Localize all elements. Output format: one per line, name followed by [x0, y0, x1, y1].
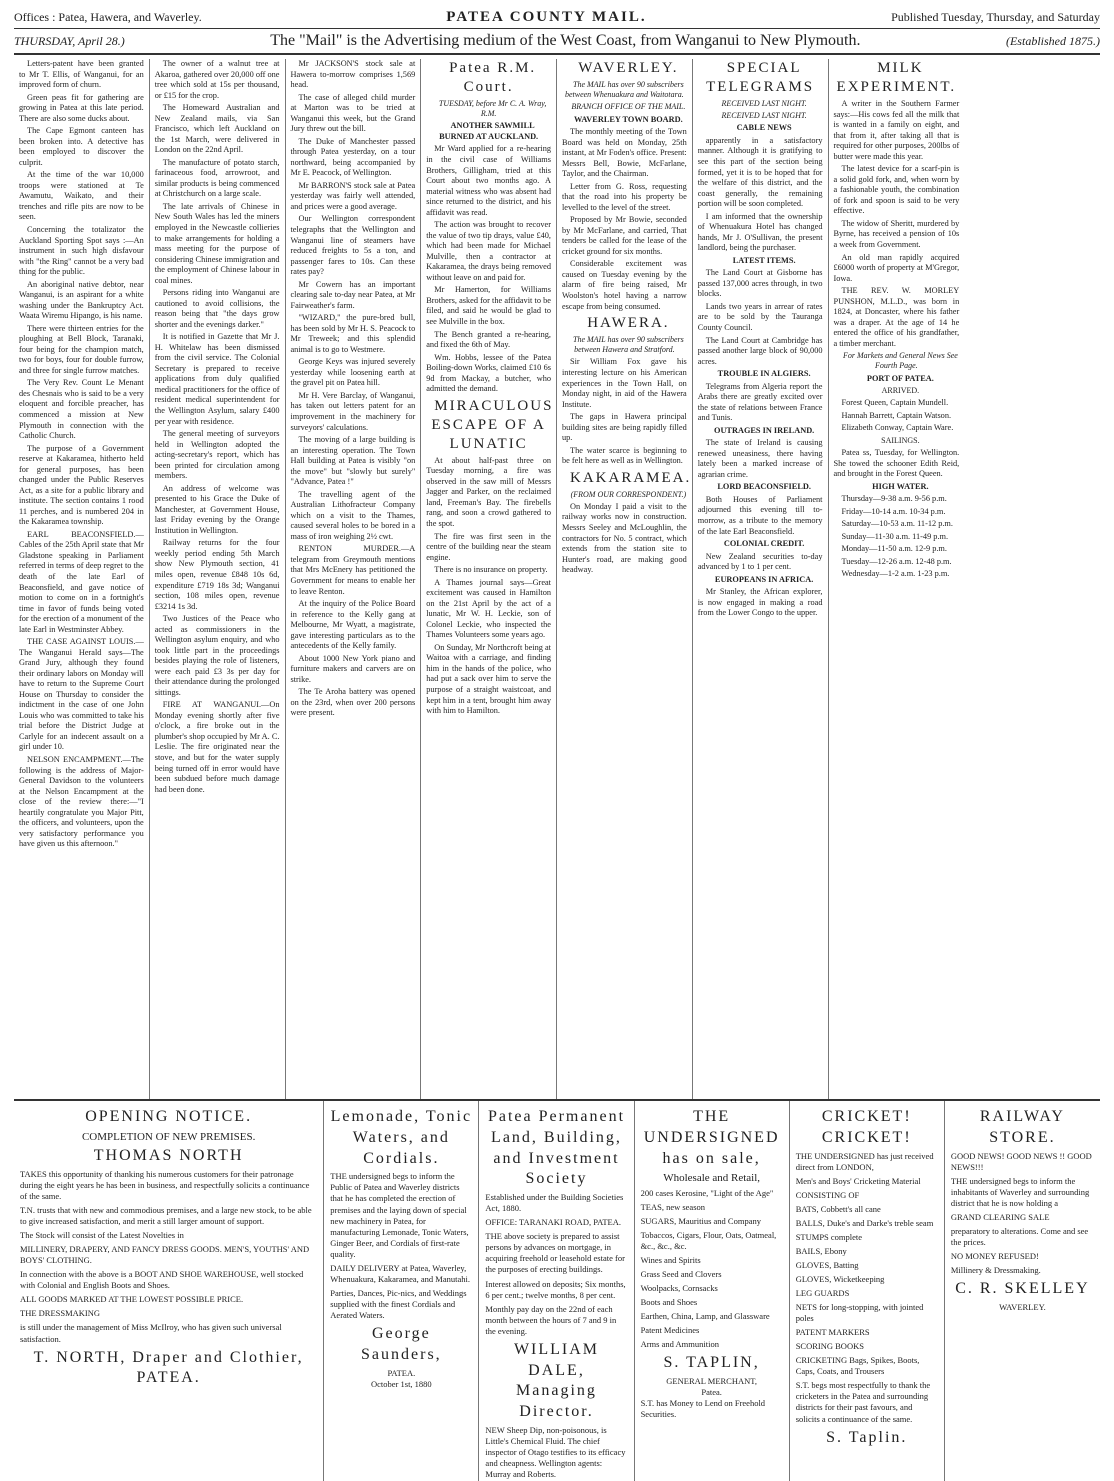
- advertisement-6: [945, 1101, 1100, 1481]
- article-paragraph: The Very Rev. Count Le Menant des Chesnais who is said to be a very eloquent and forcible preacher, has commenced a mission at New Plymouth in connection with the Catholic Church.: [19, 378, 144, 441]
- ad-text: Tobaccos, Cigars, Flour, Oats, Oatmeal, &c., &c., &c.: [640, 1229, 777, 1251]
- ad-place: WAVERLEY.: [999, 1301, 1046, 1312]
- section-heading: SPECIAL TELEGRAMS: [706, 60, 815, 96]
- article-paragraph: Wm. Hobbs, lessee of the Patea Boiling-down Works, claimed £10 6s 9d from Mackay, a butcher, who admitted the demand.: [426, 352, 551, 394]
- article-paragraph: Mr Hamerton, for Williams Brothers, asked for the affidavit to be filed, and said he would be glad to see Mulville in the box.: [426, 285, 551, 326]
- ad-text: PATENT MARKERS: [795, 1327, 870, 1338]
- ad-signature: George Saunders,: [361, 1325, 442, 1363]
- ad-signature: WILLIAM DALE, Managing Director.: [513, 1340, 600, 1421]
- advertisement-1: [14, 1101, 324, 1481]
- section-heading: LORD BEACONSFIELD.: [717, 482, 811, 492]
- section-heading: KAKARAMEA.: [570, 469, 692, 486]
- ad-text: Arms and Ammunition: [640, 1339, 719, 1350]
- article-paragraph: The Te Aroha battery was opened on the 23rd, when over 200 persons were present.: [290, 687, 416, 718]
- article-paragraph: The moving of a large building is an interesting operation. The Town Hall building at Patea is visibly "on the move" but "slowly but surely" "Advance, Patea !": [290, 435, 416, 487]
- section-subheading: TUESDAY, before Mr C. A. Wray, R.M.: [438, 99, 547, 119]
- section-subheading: Patea ss, Tuesday, for Wellington. She towed the schooner Edith Reid, and brought in the Forest Queen.: [833, 448, 960, 479]
- established: (Established 1875.): [1005, 33, 1100, 48]
- ad-text: BATS, Cobbett's all cane: [795, 1203, 881, 1214]
- article-paragraph: The widow of Sheritt, murdered by Byrne, has received a pension of 10s a week from Government.: [833, 218, 960, 249]
- article-paragraph: Sir William Fox gave his interesting lecture on his American experiences in the Town Hall, on Monday night, in aid of the Hawera Institute.: [562, 357, 687, 409]
- ad-text: Millinery & Dressmaking.: [950, 1265, 1041, 1276]
- column-4: [421, 59, 557, 1099]
- ad-text: TAKES this opportunity of thanking his numerous customers for their patronage during the eight years he has been in business, and respectfully solicits a continuance of the same.: [20, 1168, 310, 1201]
- ad-text: GLOVES, Wicketkeeping: [795, 1274, 885, 1285]
- ad-text: CONSISTING OF: [795, 1189, 860, 1200]
- ad-text: Interest allowed on deposits; Six months, 6 per cent.; twelve months, 8 per cent.: [485, 1278, 626, 1300]
- ad-text: THE UNDERSIGNED has just received direct from LONDON,: [795, 1150, 934, 1172]
- ad-text: NO MONEY REFUSED!: [950, 1250, 1039, 1261]
- ad-text: Established under the Building Societies Act, 1880.: [485, 1192, 624, 1214]
- ad-text: GRAND CLEARING SALE: [950, 1211, 1050, 1222]
- article-paragraph: apparently in a satisfactory manner. Although it is gratifying to see this part of the section being formed, yet it is to be hoped that for the welfare of this district, and the coast generally, the remaining portion will be soon completed.: [697, 135, 823, 209]
- section-heading: LATEST ITEMS.: [732, 255, 796, 265]
- ad-text: NEW Sheep Dip, non-poisonous, is Little's Chemical Fluid. The chief inspector of Otago testifies to its efficacy and cheapness. Wellington agents: Murray and Roberts.: [485, 1424, 626, 1480]
- ad-text: THE undersigned begs to inform the Public of Patea and Waverley districts that he has completed the erection of premises and the laying down of special new machinery in Patea, for manufacturing Lemonade, Tonic Waters, Ginger Beer, and Cordials of first-rate quality.: [330, 1171, 469, 1259]
- column-7: [829, 59, 965, 1099]
- section-subheading: BRANCH OFFICE OF THE MAIL.: [571, 102, 686, 112]
- article-paragraph: Letter from G. Ross, requesting that the road into his property be levelled to the level of the street.: [562, 181, 687, 212]
- ad-text: Woolpacks, Cornsacks: [640, 1283, 718, 1294]
- ad-text: BAILS, Ebony: [795, 1245, 847, 1256]
- ad-text: STUMPS complete: [795, 1231, 863, 1242]
- article-paragraph: A writer in the Southern Farmer says:—His cows fed all the milk that is wanted in a family on eight, and that from it, after taking all that is required for other purposes, 200lbs of butter were made this year.: [833, 99, 960, 161]
- article-paragraph: Our Wellington correspondent telegraphs that the Wellington and Wanganui line of steamers have reduced freights to 5s a ton, and passenger fares to 10s. Can these rates pay?: [290, 214, 416, 277]
- article-paragraph: Elizabeth Conway, Captain Ware.: [841, 423, 954, 433]
- tide-line: Tuesday—12-26 a.m. 12-48 p.m.: [841, 556, 952, 566]
- section-subheading: For Markets and General News See Fourth Page.: [842, 351, 958, 371]
- section-heading: HIGH WATER.: [872, 481, 929, 491]
- article-paragraph: An old man rapidly acquired £6000 worth of property at M'Gregor, Iowa.: [833, 252, 960, 283]
- newspaper-page: [14, 6, 1100, 1480]
- ad-text: SCORING BOOKS: [795, 1341, 864, 1352]
- ad-name: THOMAS NORTH: [93, 1147, 244, 1165]
- article-paragraph: At the inquiry of the Police Board in reference to the Kelly gang at Melbourne, Mr Wyatt, a magistrate, gave interesting particulars as to the antecedents of the Kelly family.: [290, 599, 416, 651]
- tide-line: Wednesday—1-2 a.m. 1-23 p.m.: [841, 569, 950, 579]
- ad-text: Monthly pay day on the 22nd of each month between the hours of 7 and 9 in the evening.: [485, 1303, 617, 1336]
- offices: Offices : Patea, Hawera, and Waverley.: [14, 9, 202, 24]
- ad-date: October 1st, 1880: [371, 1378, 432, 1389]
- article-paragraph: Proposed by Mr Bowie, seconded by Mr McFarlane, and carried, That tenders be called for the lease of the cricket ground for six months.: [562, 215, 687, 256]
- section-heading: WAVERLEY.: [578, 60, 679, 76]
- article-paragraph: The Cape Egmont canteen has been broken into. A detective has been employed to discover the culprit.: [19, 126, 144, 167]
- tide-line: Sunday—11-30 a.m. 11-49 p.m.: [841, 531, 949, 541]
- article-paragraph: Railway returns for the four weekly period ending 5th March show New Plymouth section, 41 miles open, revenue £848 10s 6d, expenditure £719 18s 3d; Wanganui section, 108 miles open, revenue £3214 1s 3d.: [154, 538, 280, 611]
- ad-heading: Lemonade, Tonic Waters, and Cordials.: [330, 1108, 473, 1167]
- ad-text: MILLINERY, DRAPERY, AND FANCY DRESS GOODS. MEN'S, YOUTHS' AND BOYS' CLOTHING.: [20, 1244, 310, 1266]
- article-paragraph: Mr BARRON'S stock sale at Patea yesterday was fairly well attended, and prices were a good average.: [290, 180, 416, 211]
- article-paragraph: About 1000 New York piano and furniture makers and carvers are on strike.: [290, 653, 416, 684]
- section-subheading: RECEIVED LAST NIGHT.: [721, 111, 807, 121]
- advertisements: [14, 1101, 1100, 1481]
- article-paragraph: The gaps in Hawera principal building sites are being rapidly filled up.: [562, 412, 687, 443]
- ad-text: BALLS, Duke's and Darke's treble seam: [795, 1217, 934, 1228]
- article-paragraph: It is notified in Gazette that Mr J. H. Whitelaw has been dismissed from the civil service. The Colonial Secretary is prepared to receive applications from duly qualified medical practitioners for the office of resident medical superintendent for the Wellington Asylum, salary £400 per year with residence.: [154, 332, 280, 426]
- section-heading: WAVERLEY TOWN BOARD.: [574, 114, 683, 124]
- ad-text: THE DRESSMAKING: [20, 1308, 101, 1319]
- section-heading: HAWERA.: [587, 315, 670, 332]
- section-subheading: The MAIL has over 90 subscribers between Whenuakura and Waitotara.: [564, 80, 684, 100]
- section-heading: CABLE NEWS: [736, 123, 792, 133]
- column-3: [286, 59, 422, 1099]
- article-paragraph: The state of Ireland is causing renewed uneasiness, there having lately been a marked increase of agrarian crime.: [697, 438, 823, 479]
- article-paragraph: The action was brought to recover the value of two tip drays, value £40, which had been made for Michael Mulville, then a contractor at Kakaramea, the drays being removed without leave on and paid for.: [426, 220, 551, 282]
- section-heading: MILK EXPERIMENT.: [836, 60, 957, 96]
- section-subheading: SAILINGS.: [881, 435, 920, 445]
- ad-text: ALL GOODS MARKED AT THE LOWEST POSSIBLE PRICE.: [20, 1294, 244, 1305]
- article-paragraph: The travelling agent of the Australian Lithofracteur Company which on a visit to the Thames, caused several holes to be bored in a mass of iron weighing 2½ cwt.: [290, 489, 416, 541]
- ad-place: Patea.: [701, 1387, 722, 1398]
- article-paragraph: Hannah Barrett, Captain Watson.: [841, 410, 952, 420]
- ad-heading: CRICKET! CRICKET!: [821, 1108, 912, 1146]
- tide-line: Monday—11-50 a.m. 12-9 p.m.: [841, 544, 947, 554]
- article-paragraph: Concerning the totalizator the Auckland Sporting Spot says :—An instrument in such high disfavour with "the Ring" cannot be a very bad thing for the public.: [19, 224, 144, 277]
- advertisement-5: [790, 1101, 945, 1481]
- section-subheading: RECEIVED LAST NIGHT.: [721, 99, 807, 109]
- section-subheading: The MAIL has over 90 subscribers between Hawera and Stratford.: [573, 335, 684, 355]
- article-paragraph: Green peas fit for gathering are growing in Patea at this late period. There are also some ducks about.: [19, 92, 144, 123]
- article-paragraph: There were thirteen entries for the ploughing at Bell Block, Taranaki, four being for the champion match, two for boys, four for double furrow, and three for single furrow matches.: [19, 323, 144, 375]
- ad-heading: OPENING NOTICE.: [85, 1108, 253, 1125]
- article-paragraph: There is no insurance on property.: [434, 565, 548, 575]
- section-heading: COLONIAL CREDIT.: [723, 539, 805, 549]
- ad-subheading: COMPLETION OF NEW PREMISES.: [81, 1130, 256, 1143]
- column-2: [150, 59, 286, 1099]
- section-subheading: (FROM OUR CORRESPONDENT.): [570, 489, 687, 499]
- ad-text: NETS for long-stopping, with jointed poles: [795, 1302, 924, 1324]
- ad-text: DAILY DELIVERY at Patea, Waverley, Whenuakura, Kakaramea, and Manutahi.: [330, 1262, 470, 1284]
- article-paragraph: Persons riding into Wanganui are cautioned to avoid collisions, the reason being that "the days grow shorter and the evenings darker.": [154, 288, 280, 329]
- article-paragraph: The Homeward Australian and New Zealand mails, via San Francisco, which left Auckland on the 1st March, were delivered in London on the 22nd April.: [154, 103, 280, 155]
- section-heading: OUTRAGES IN IRELAND.: [713, 425, 815, 435]
- article-paragraph: The late arrivals of Chinese in New South Wales has led the miners employed in the Newcastle collieries to make arrangements for holding a mass meeting for the purpose of considering Chinese immigration and the employment of Chinese labour in coal mines.: [154, 201, 280, 285]
- ad-text: GOOD NEWS! GOOD NEWS !! GOOD NEWS!!!: [950, 1150, 1092, 1172]
- ad-heading: Patea Permanent Land, Building, and Investment Society: [487, 1108, 626, 1188]
- article-paragraph: The latest device for a scarf-pin is a solid gold fork, and, when worn by a fashionable youth, the combination of fork and spoon is said to be very effective.: [833, 164, 960, 216]
- article-paragraph: Telegrams from Algeria report the Arabs there are greatly excited over the state of relations between France and Tunis.: [697, 381, 823, 423]
- advertisement-2: [324, 1101, 479, 1481]
- article-paragraph: A Thames journal says—Great excitement was caused in Hamilton on the 21st April by the act of a lunatic, Mr W. H. Leckie, son of Colonel Leckie, who inspected the Thames Volunteers some years ago.: [426, 577, 551, 640]
- ad-text: The Stock will consist of the Latest Novelties in: [20, 1230, 184, 1241]
- article-paragraph: The owner of a walnut tree at Akaroa, gathered over 20,000 off one tree which sold at 15s per thousand, or £15 for the crop.: [154, 59, 280, 100]
- ad-text: T.N. trusts that with new and commodious premises, and a large new stock, to be able to give increased satisfaction, and merit a still larger amount of support.: [20, 1205, 312, 1227]
- ad-text: Parties, Dances, Pic-nics, and Weddings supplied with the finest Cordials and Aerated Waters.: [330, 1287, 467, 1320]
- section-heading: MIRACULOUS ESCAPE OF A LUNATIC: [431, 397, 554, 452]
- article-paragraph: The Land Court at Cambridge has passed another large block of 90,000 acres.: [697, 335, 823, 366]
- tide-line: Saturday—10-53 a.m. 11-12 p.m.: [841, 519, 953, 529]
- article-paragraph: Considerable excitement was caused on Tuesday evening by the alarm of fire being raised, Mr Woolston's hotel having a narrow escape from being consumed.: [562, 259, 687, 311]
- ad-subheading: Wholesale and Retail,: [663, 1172, 761, 1185]
- section-heading: ANOTHER SAWMILL BURNED AT AUCKLAND.: [439, 121, 539, 141]
- article-paragraph: The manufacture of potato starch, farinaceous food, arrowroot, and similar products is being commenced at Christchurch on a large scale.: [154, 157, 280, 199]
- article-paragraph: An address of welcome was presented to his Grace the Duke of Manchester, at Government House, last Friday evening by the Orange Institution in Wellington.: [154, 483, 280, 535]
- ad-text: Boots and Shoes: [640, 1297, 698, 1308]
- news-columns: [14, 59, 1100, 1101]
- article-paragraph: An aboriginal native debtor, near Wanganui, is an aspirant for a white washing under the Bankruptcy Act. Waata Wiremu Hipango, is his name.: [19, 279, 144, 321]
- subheader: [14, 29, 1100, 55]
- ad-text: S.T. begs most respectfully to thank the cricketers in the Patea and surrounding districts for their past favours, and solicits a continuance of the same.: [795, 1380, 931, 1424]
- ad-text: THE undersigned begs to inform the inhabitants of Waverley and surrounding district that he is now holding a: [950, 1175, 1090, 1208]
- ad-heading: RAILWAY STORE.: [979, 1108, 1065, 1146]
- column-1: [14, 59, 150, 1099]
- article-paragraph: Letters-patent have been granted to Mr T. Ellis, of Wanganui, for an improved form of churn.: [19, 59, 144, 90]
- ad-text: preparatory to alterations. Come and see the prices.: [950, 1225, 1089, 1247]
- motto: The "Mail" is the Advertising medium of the West Coast, from Wanganui to New Plymouth.: [270, 32, 861, 49]
- article-paragraph: The Bench granted a re-hearing, and fixed the 6th of May.: [426, 329, 551, 350]
- article-paragraph: Two Justices of the Peace who acted as commissioners in the Wellington asylum enquiry, and who took little part in the proceedings besides playing the role of listeners, were each paid £3 3s per day for their attendance during the prolonged sittings.: [154, 614, 280, 697]
- article-paragraph: Mr Ward applied for a re-hearing in the civil case of Williams Brothers, Gilligham, tried at this Court about two months ago. A material witness who was absent had since returned to the district, and his affidavit was read.: [426, 144, 551, 217]
- article-paragraph: FIRE AT WANGANUI.—On Monday evening shortly after five o'clock, a fire broke out in the plumber's shop occupied by Mr A. C. Leslie. The fire originated near the stove, and but for the water supply being turned off in error would have been subdued before much damage had been done.: [154, 700, 280, 794]
- column-5: [557, 59, 693, 1099]
- section-subheading: ARRIVED.: [881, 386, 920, 396]
- ad-text: Wines and Spirits: [640, 1254, 701, 1265]
- ad-text: Men's and Boys' Cricketing Material: [795, 1175, 921, 1186]
- ad-signature: S. TAPLIN,: [663, 1354, 760, 1372]
- masthead: [14, 6, 1100, 29]
- article-paragraph: THE REV. W. MORLEY PUNSHON, M.L.D., was born in 1824, at Doncaster, where his father was a draper. At the age of 14 he entered the office of his grandfather, a timber merchant.: [833, 286, 960, 348]
- ad-text: Patent Medicines: [640, 1325, 700, 1336]
- ad-text: LEG GUARDS: [795, 1288, 850, 1299]
- article-paragraph: The general meeting of surveyors held in Wellington adopted the acting-secretary's report, which has been printed for circulation among members.: [154, 429, 280, 481]
- newspaper-title: PATEA COUNTY MAIL.: [446, 8, 647, 25]
- section-heading: Patea R.M. Court.: [449, 60, 537, 96]
- ad-text: CRICKETING Bags, Spikes, Boots, Caps, Coats, and Trousers: [795, 1355, 920, 1377]
- article-paragraph: The Duke of Manchester passed through Patea yesterday, on a tour northward, being accompanied by Mr E. Peacock, of Wellington.: [290, 136, 416, 178]
- ad-text: is still under the management of Miss McIlroy, who has given such universal satisfaction.: [20, 1322, 282, 1344]
- column-6: [693, 59, 829, 1099]
- article-paragraph: At about half-past three on Tuesday morning, a fire was observed in the saw mill of Messrs Jagger and Parker, on the reclaimed land, Freeman's Bay. The firebells rang, and soon a crowd gathered to the spot.: [426, 455, 551, 529]
- ad-text: THE above society is prepared to assist persons by advances on mortgage, in acquiring freehold or leasehold estate for the purposes of erecting buildings.: [485, 1231, 625, 1275]
- section-heading: PORT OF PATEA.: [866, 373, 934, 383]
- ad-text: 200 cases Kerosine, "Light of the Age": [640, 1187, 774, 1198]
- article-paragraph: The water scarce is beginning to be felt here as well as in Wellington.: [562, 445, 687, 466]
- article-paragraph: THE CASE AGAINST LOUIS.—The Wanganui Herald says—The Grand Jury, although they found their ordinary labors on Monday will have to return to the Supreme Court House on Thursday to consider the indictment in the case of one John Louis who was committed to take his trial before the District Judge at Carlyle for an indecent assault on a girl under 10.: [19, 637, 144, 752]
- article-paragraph: At the time of the war 10,000 troops were stationed at Te Awamutu, Waikato, and their trenches and rifle pits are now to be seen.: [19, 170, 144, 222]
- ad-text: Earthen, China, Lamp, and Glassware: [640, 1311, 770, 1322]
- advertisement-3: [479, 1101, 634, 1481]
- article-paragraph: "WIZARD," the pure-bred bull, has been sold by Mr H. S. Peacock to Mr Treweek; and this splendid animal is to go to Westmere.: [290, 313, 416, 354]
- article-paragraph: The purpose of a Government reserve at Kakaramea, hitherto held for general purposes, has been changed under the Public Reserves Act, as a site for a public library and institute. The section contains 1 rood 11 perches, and is numbered 204 in the Kakaramea township.: [19, 443, 144, 527]
- ad-signature-title: GENERAL MERCHANT,: [666, 1376, 757, 1387]
- ad-signature: C. R. SKELLEY: [955, 1280, 1090, 1298]
- article-paragraph: George Keys was injured severely yesterday while loosening earth at the gravel pit on Patea hill.: [290, 357, 416, 388]
- article-paragraph: Mr Stanley, the African explorer, is now engaged in making a road from the Lower Congo to the upper.: [697, 587, 823, 618]
- article-paragraph: Lands two years in arrear of rates are to be sold by the Tauranga County Council.: [697, 301, 823, 332]
- article-paragraph: I am informed that the ownership of Whenuakura Hotel has changed hands, Mr J. O'Sullivan, the present landlord, being the purchaser.: [697, 211, 823, 253]
- section-heading: TROUBLE IN ALGIERS.: [717, 369, 811, 379]
- article-paragraph: RENTON MURDER.—A telegram from Greymouth mentions that Mrs McEnery has petitioned the Government for means to enable her to leave Renton.: [290, 544, 416, 596]
- article-paragraph: New Zealand securities to-day advanced by 1 to 1 per cent.: [697, 551, 823, 572]
- article-paragraph: On Sunday, Mr Northcroft being at Waitoa with a carriage, and finding him in the hands of the police, who had put a sack over him to serve the purpose of a straight waistcoat, and kept him in a tent, brought him away with him to Hamilton.: [426, 642, 551, 716]
- article-paragraph: Mr Cowern has an important clearing sale to-day near Patea, at Mr Fairweather's farm.: [290, 279, 416, 310]
- publication-days: Published Tuesday, Thursday, and Saturday: [891, 9, 1100, 24]
- article-paragraph: Forest Queen, Captain Mundell.: [841, 398, 949, 408]
- issue-date: THURSDAY, April 28.): [14, 33, 125, 48]
- ad-text: S.T. has Money to Lend on Freehold Securities.: [640, 1398, 766, 1420]
- article-paragraph: EARL BEACONSFIELD.—Cables of the 25th April state that Mr Gladstone speaking in Parliament referred in terms of deep regret to the death of the late Earl of Beaconsfield, and gave notice of motion to come on in a fortnight's time in favor of funds being voted for the erection of a monument of the late Earl in Westminster Abbey.: [19, 529, 144, 634]
- article-paragraph: Mr H. Vere Barclay, of Wanganui, has taken out letters patent for an improvement in the machinery for surveyors' calculations.: [290, 390, 416, 432]
- ad-text: SUGARS, Mauritius and Company: [640, 1215, 761, 1226]
- ad-place: PATEA.: [387, 1367, 416, 1378]
- ad-text: Grass Seed and Clovers: [640, 1268, 722, 1279]
- article-paragraph: The Land Court at Gisborne has passed 137,000 acres through, in two blocks.: [697, 268, 823, 299]
- ad-signature: S. Taplin.: [826, 1428, 908, 1446]
- ad-signature: T. NORTH, Draper and Clothier, PATEA.: [33, 1348, 304, 1387]
- article-paragraph: The fire was first seen in the centre of the building near the steam engine.: [426, 531, 551, 562]
- tide-line: Friday—10-14 a.m. 10-34 p.m.: [841, 506, 946, 516]
- article-paragraph: On Monday I paid a visit to the railway works now in construction. Messrs Seeley and McLoughlin, the contractors for No. 5 contract, which extends from the station site to Hunter's road, are making good headway.: [562, 501, 687, 575]
- ad-text: In connection with the above is a BOOT AND SHOE WAREHOUSE, well stocked with Colonial and English Boots and Shoes.: [20, 1269, 304, 1291]
- ad-text: GLOVES, Batting: [795, 1259, 859, 1270]
- article-paragraph: The monthly meeting of the Town Board was held on Monday, 25th instant, at Mr Foden's office. Present: Messrs Bell, Bowie, McFarlane, Taylor, and the Chairman.: [562, 127, 687, 179]
- article-paragraph: Both Houses of Parliament adjourned this evening till to-morrow, as a tribute to the memory of the late Earl Beaconsfield.: [697, 494, 823, 536]
- article-paragraph: NELSON ENCAMPMENT.—The following is the address of Major-General Davidson to the volunteers at the Nelson Encampment at the close of the review there:—"I heartily congratulate you Major Pitt, the officers, and volunteers, upon the very satisfactory performance you have given us this afternoon.": [19, 755, 144, 849]
- advertisement-4: [635, 1101, 790, 1481]
- ad-heading: THE UNDERSIGNED has on sale,: [643, 1108, 780, 1167]
- ad-text: TEAS, new season: [640, 1201, 706, 1212]
- article-paragraph: Mr JACKSON'S stock sale at Hawera to-morrow comprises 1,569 head.: [290, 59, 416, 90]
- article-paragraph: The case of alleged child murder at Marton was to be tried at Wanganui this week, but the Grand Jury threw out the bill.: [290, 92, 416, 134]
- ad-text: OFFICE: TARANAKI ROAD, PATEA.: [485, 1217, 621, 1228]
- section-heading: EUROPEANS IN AFRICA.: [714, 574, 814, 584]
- tide-line: Thursday—9-38 a.m. 9-56 p.m.: [841, 494, 947, 504]
